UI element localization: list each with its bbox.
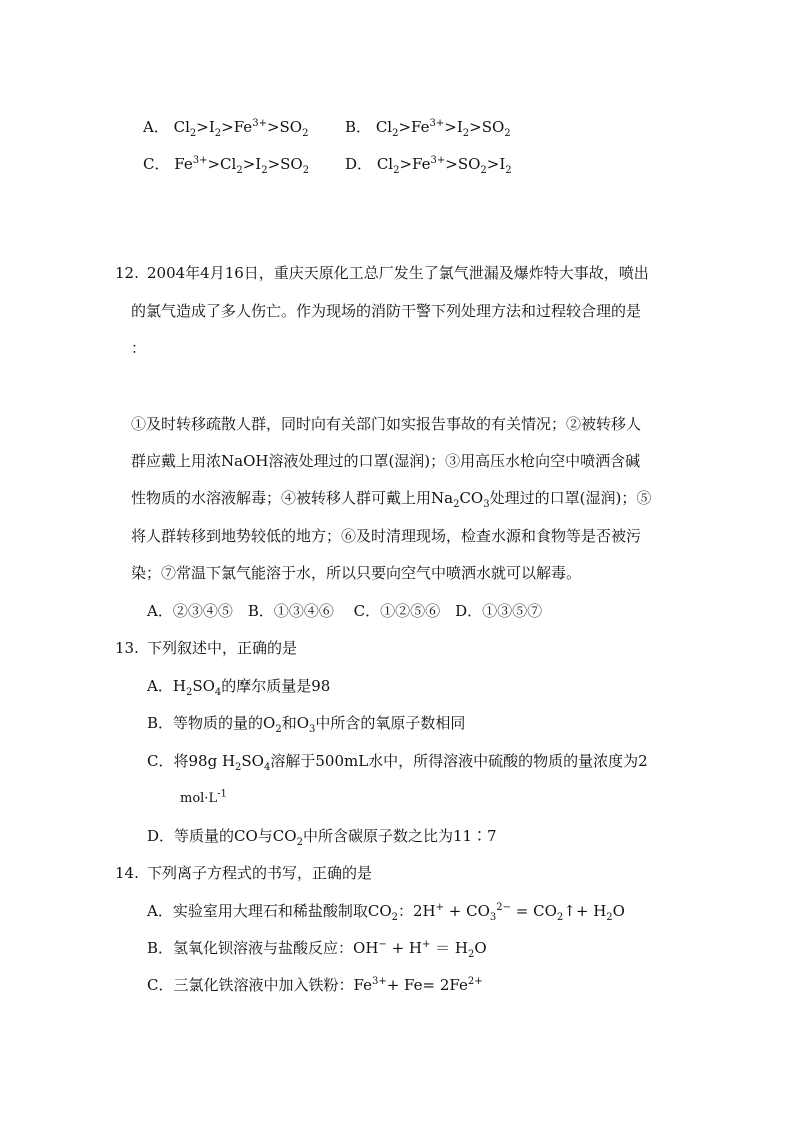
q12-body-line2: 群应戴上用浓NaOH溶液处理过的口罩(湿润)；③用高压水枪向空中喷洒含碱 bbox=[131, 452, 641, 470]
q12-stem-line1: 12. 2004年4月16日，重庆天原化工总厂发生了氯气泄漏及爆炸特大事故，喷出 bbox=[115, 264, 649, 282]
q11-option-c: C． $Fe^{3+}>Cl_2>I_2>SO_2$ bbox=[143, 155, 310, 176]
q12-body-line1: ①及时转移疏散人群，同时向有关部门如实报告事故的有关情况；②被转移人 bbox=[131, 415, 642, 433]
q14-stem: 14. 下列离子方程式的书写，正确的是 bbox=[115, 864, 373, 882]
q11-option-a: A． $Cl_2>I_2>Fe^{3+}>SO_2$ bbox=[143, 118, 309, 139]
q12-stem-line2: 的氯气造成了多人伤亡。作为现场的消防干警下列处理方法和过程较合理的是 bbox=[131, 302, 642, 320]
q12-body-line5: 染；⑦常温下氯气能溶于水，所以只要向空气中喷洒水就可以解毒。 bbox=[131, 564, 582, 582]
q13-option-d: D．等质量的CO与$CO_2$中所含碳原子数之比为11∶7 bbox=[147, 827, 497, 848]
q13-stem: 13. 下列叙述中，正确的是 bbox=[115, 639, 298, 657]
q13-option-b: B．等物质的量的$O_2$和$O_3$中所含的氧原子数相同 bbox=[147, 714, 466, 735]
q11-option-d: D． $Cl_2>Fe^{3+}>SO_2>I_2$ bbox=[345, 155, 512, 176]
q14-option-c: C．三氯化铁溶液中加入铁粉：$Fe^{3+}+ Fe= 2Fe^{2+}$ bbox=[147, 976, 483, 994]
q11-option-b: B． $Cl_2>Fe^{3+}>I_2>SO_2$ bbox=[345, 118, 511, 139]
q12-body-line4: 将人群转移到地势较低的地方；⑥及时清理现场，检查水源和食物等是否被污 bbox=[131, 527, 642, 545]
q12-options: A．②③④⑤ B．①③④⑥ C．①②⑤⑥ D．①③⑤⑦ bbox=[147, 602, 543, 620]
q12-body-line3: 性物质的水溶液解毒；④被转移人群可戴上用$Na_2CO_3$处理过的口罩(湿润)；⑤ bbox=[131, 489, 652, 510]
q12-number: 12. bbox=[115, 264, 139, 282]
q13-option-a: A．$H_2SO_4$的摩尔质量是98 bbox=[147, 677, 331, 698]
q12-stem-line3: ： bbox=[131, 339, 147, 357]
q14-option-a: A．实验室用大理石和稀盐酸制取$CO_2$：$2H^+ + CO_3^{2-}$ = $CO_2↑+ H_2O$ bbox=[147, 902, 625, 923]
q14-number: 14. bbox=[115, 864, 139, 882]
q14-option-b: B．氢氧化钡溶液与盐酸反应：$OH^- + H^+ = H_2O$ bbox=[147, 939, 487, 960]
q13-option-c-unit: $mol\cdot L^{-1}$ bbox=[180, 788, 227, 806]
q13-option-c: C．将98g $H_2SO_4$溶解于500mL水中，所得溶液中硫酸的物质的量浓度为2 bbox=[147, 752, 648, 773]
q13-number: 13. bbox=[115, 639, 139, 657]
